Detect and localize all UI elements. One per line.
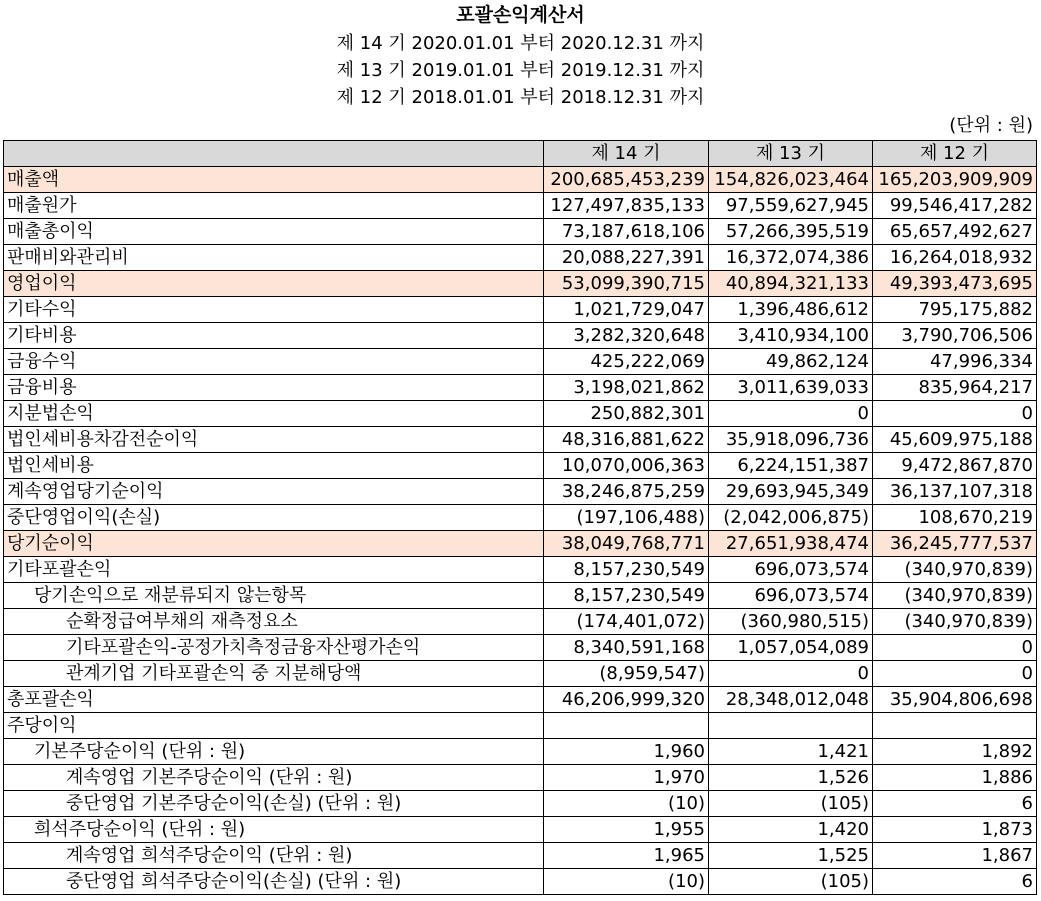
table-row (4, 687, 1037, 713)
value-13: 154,826,023,464 (709, 167, 873, 193)
row-label: 매출총이익 (4, 219, 544, 245)
value-14: 8,340,591,168 (544, 635, 709, 661)
value-13: 1,420 (709, 817, 873, 843)
header-period-12: 제 12 기 (873, 141, 1037, 167)
row-label: 지분법손익 (4, 401, 544, 427)
value-14: 127,497,835,133 (544, 193, 709, 219)
value-13: 1,057,054,089 (709, 635, 873, 661)
row-label: 매출원가 (4, 193, 544, 219)
row-label: 계속영업 기본주당순이익 (단위 : 원) (4, 765, 544, 791)
value-13: 696,073,574 (709, 557, 873, 583)
income-statement-table (3, 140, 1037, 895)
row-label: 매출액 (4, 167, 544, 193)
value-14: 38,246,875,259 (544, 479, 709, 505)
value-13: 1,421 (709, 739, 873, 765)
table-row (4, 505, 1037, 531)
row-label: 중단영업이익(손실) (4, 505, 544, 531)
value-13: 1,526 (709, 765, 873, 791)
row-label: 법인세비용차감전순이익 (4, 427, 544, 453)
value-12: 65,657,492,627 (873, 219, 1037, 245)
table-row-revenue (4, 167, 1037, 193)
value-12: 0 (873, 661, 1037, 687)
table-row-net-income (4, 531, 1037, 557)
value-13: 6,224,151,387 (709, 453, 873, 479)
value-12: 0 (873, 635, 1037, 661)
table-row (4, 583, 1037, 609)
table-row (4, 349, 1037, 375)
period-line-14: 제 14 기 2020.01.01 부터 2020.12.31 까지 (336, 33, 705, 54)
row-label: 기본주당순이익 (단위 : 원) (4, 739, 544, 765)
value-14: 8,157,230,549 (544, 557, 709, 583)
value-12: (340,970,839) (873, 609, 1037, 635)
row-label: 희석주당순이익 (단위 : 원) (4, 817, 544, 843)
value-13: 696,073,574 (709, 583, 873, 609)
period-line-12: 제 12 기 2018.01.01 부터 2018.12.31 까지 (336, 87, 705, 108)
value-14: 10,070,006,363 (544, 453, 709, 479)
value-12: 3,790,706,506 (873, 323, 1037, 349)
value-12: 1,867 (873, 843, 1037, 869)
value-14: 1,965 (544, 843, 709, 869)
table-row (4, 791, 1037, 817)
value-13: 40,894,321,133 (709, 271, 873, 297)
value-14: (10) (544, 791, 709, 817)
table-row (4, 869, 1037, 895)
value-12: 6 (873, 791, 1037, 817)
header-label-cell (4, 141, 544, 167)
value-14: 46,206,999,320 (544, 687, 709, 713)
table-row-operating-income (4, 271, 1037, 297)
value-12: 0 (873, 401, 1037, 427)
value-14: 1,960 (544, 739, 709, 765)
table-row (4, 635, 1037, 661)
value-13: (105) (709, 791, 873, 817)
value-12 (873, 713, 1037, 739)
value-14: 3,282,320,648 (544, 323, 709, 349)
row-label: 판매비와관리비 (4, 245, 544, 271)
value-13: 97,559,627,945 (709, 193, 873, 219)
table-row (4, 661, 1037, 687)
row-label: 영업이익 (4, 271, 544, 297)
table-row (4, 557, 1037, 583)
row-label: 계속영업당기순이익 (4, 479, 544, 505)
value-14: 8,157,230,549 (544, 583, 709, 609)
value-14: 1,955 (544, 817, 709, 843)
value-14: 48,316,881,622 (544, 427, 709, 453)
value-12: 36,245,777,537 (873, 531, 1037, 557)
value-13: 0 (709, 661, 873, 687)
value-14: 1,970 (544, 765, 709, 791)
document-title: 포괄손익계산서 (456, 4, 585, 26)
table-row (4, 453, 1037, 479)
value-13: (105) (709, 869, 873, 895)
row-label: 관계기업 기타포괄손익 중 지분해당액 (4, 661, 544, 687)
table-row (4, 817, 1037, 843)
value-12: 165,203,909,909 (873, 167, 1037, 193)
value-13: 29,693,945,349 (709, 479, 873, 505)
table-row (4, 401, 1037, 427)
value-14: 200,685,453,239 (544, 167, 709, 193)
row-label: 기타포괄손익-공정가치측정금융자산평가손익 (4, 635, 544, 661)
row-label: 기타포괄손익 (4, 557, 544, 583)
value-14: 1,021,729,047 (544, 297, 709, 323)
table-row (4, 193, 1037, 219)
table-row (4, 713, 1037, 739)
row-label: 당기순이익 (4, 531, 544, 557)
value-12: 45,609,975,188 (873, 427, 1037, 453)
table-row (4, 479, 1037, 505)
table-row (4, 219, 1037, 245)
value-13: (360,980,515) (709, 609, 873, 635)
table-row (4, 765, 1037, 791)
value-13: 28,348,012,048 (709, 687, 873, 713)
value-14: 425,222,069 (544, 349, 709, 375)
value-14 (544, 713, 709, 739)
value-12: 35,904,806,698 (873, 687, 1037, 713)
row-label: 기타수익 (4, 297, 544, 323)
value-13: 27,651,938,474 (709, 531, 873, 557)
value-12: 835,964,217 (873, 375, 1037, 401)
header-period-13: 제 13 기 (709, 141, 873, 167)
value-14: (10) (544, 869, 709, 895)
value-12: (340,970,839) (873, 583, 1037, 609)
value-13 (709, 713, 873, 739)
value-12: 9,472,867,870 (873, 453, 1037, 479)
value-13: 3,011,639,033 (709, 375, 873, 401)
value-12: (340,970,839) (873, 557, 1037, 583)
row-label: 금융수익 (4, 349, 544, 375)
table-row (4, 609, 1037, 635)
value-13: 3,410,934,100 (709, 323, 873, 349)
value-12: 1,892 (873, 739, 1037, 765)
value-12: 49,393,473,695 (873, 271, 1037, 297)
value-14: (174,401,072) (544, 609, 709, 635)
value-12: 1,873 (873, 817, 1037, 843)
value-14: (197,106,488) (544, 505, 709, 531)
table-row (4, 375, 1037, 401)
unit-label: (단위 : 원) (949, 115, 1033, 136)
row-label: 당기손익으로 재분류되지 않는항목 (4, 583, 544, 609)
row-label: 총포괄손익 (4, 687, 544, 713)
period-line-13: 제 13 기 2019.01.01 부터 2019.12.31 까지 (336, 60, 705, 81)
value-12: 36,137,107,318 (873, 479, 1037, 505)
row-label: 금융비용 (4, 375, 544, 401)
table-row (4, 297, 1037, 323)
value-14: (8,959,547) (544, 661, 709, 687)
value-12: 108,670,219 (873, 505, 1037, 531)
value-13: 35,918,096,736 (709, 427, 873, 453)
value-13: (2,042,006,875) (709, 505, 873, 531)
table-row (4, 739, 1037, 765)
value-12: 795,175,882 (873, 297, 1037, 323)
table-header-row (4, 141, 1037, 167)
value-13: 0 (709, 401, 873, 427)
table-row (4, 323, 1037, 349)
table-row (4, 427, 1037, 453)
value-13: 16,372,074,386 (709, 245, 873, 271)
value-14: 3,198,021,862 (544, 375, 709, 401)
row-label: 기타비용 (4, 323, 544, 349)
value-13: 1,396,486,612 (709, 297, 873, 323)
value-12: 47,996,334 (873, 349, 1037, 375)
value-12: 99,546,417,282 (873, 193, 1037, 219)
row-label: 주당이익 (4, 713, 544, 739)
value-14: 250,882,301 (544, 401, 709, 427)
row-label: 순확정급여부채의 재측정요소 (4, 609, 544, 635)
row-label: 법인세비용 (4, 453, 544, 479)
value-13: 57,266,395,519 (709, 219, 873, 245)
row-label: 중단영업 희석주당순이익(손실) (단위 : 원) (4, 869, 544, 895)
value-12: 16,264,018,932 (873, 245, 1037, 271)
value-14: 73,187,618,106 (544, 219, 709, 245)
row-label: 중단영업 기본주당순이익(손실) (단위 : 원) (4, 791, 544, 817)
row-label: 계속영업 희석주당순이익 (단위 : 원) (4, 843, 544, 869)
value-13: 1,525 (709, 843, 873, 869)
value-13: 49,862,124 (709, 349, 873, 375)
value-14: 20,088,227,391 (544, 245, 709, 271)
value-12: 1,886 (873, 765, 1037, 791)
header-period-14: 제 14 기 (544, 141, 709, 167)
value-14: 53,099,390,715 (544, 271, 709, 297)
table-row (4, 245, 1037, 271)
value-12: 6 (873, 869, 1037, 895)
table-row (4, 843, 1037, 869)
value-14: 38,049,768,771 (544, 531, 709, 557)
